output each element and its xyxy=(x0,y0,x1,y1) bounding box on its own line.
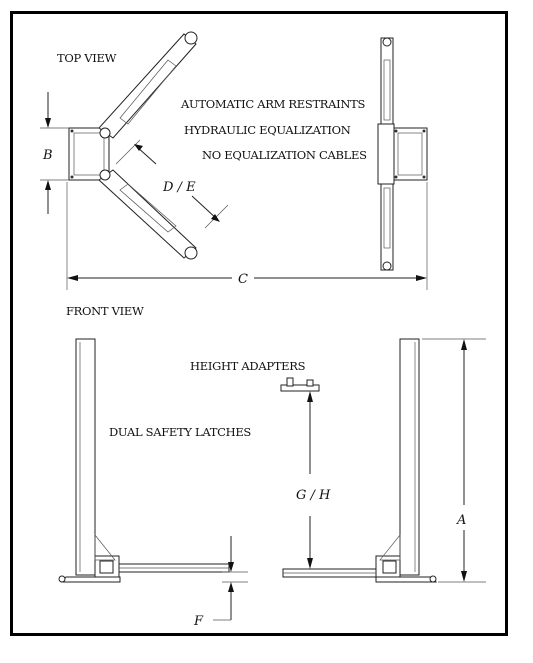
front-view-label: FRONT VIEW xyxy=(66,304,144,318)
dimension-gh-label: G / H xyxy=(296,488,331,503)
feature-hydraulic-equalization: HYDRAULIC EQUALIZATION xyxy=(184,123,351,137)
right-column-front-view xyxy=(283,339,436,582)
top-view-label: TOP VIEW xyxy=(57,51,117,65)
dimension-c-label: C xyxy=(238,272,248,287)
dimension-a-label: A xyxy=(457,513,467,528)
feature-arm-restraints: AUTOMATIC ARM RESTRAINTS xyxy=(181,97,366,111)
dimension-a xyxy=(422,339,486,582)
height-adapter xyxy=(281,378,319,391)
dual-safety-latches-label: DUAL SAFETY LATCHES xyxy=(109,425,252,439)
upper-swing-arm xyxy=(99,32,197,138)
dimension-gh xyxy=(307,391,313,569)
right-column-top-view xyxy=(378,38,427,270)
dimension-b-label: B xyxy=(43,148,53,163)
dimension-f xyxy=(213,536,248,620)
feature-no-cables: NO EQUALIZATION CABLES xyxy=(202,148,367,162)
height-adapters-label: HEIGHT ADAPTERS xyxy=(190,359,306,373)
dimension-de-label: D / E xyxy=(163,180,196,195)
left-column-front-view xyxy=(59,339,229,582)
dimension-f-label: F xyxy=(194,614,204,629)
